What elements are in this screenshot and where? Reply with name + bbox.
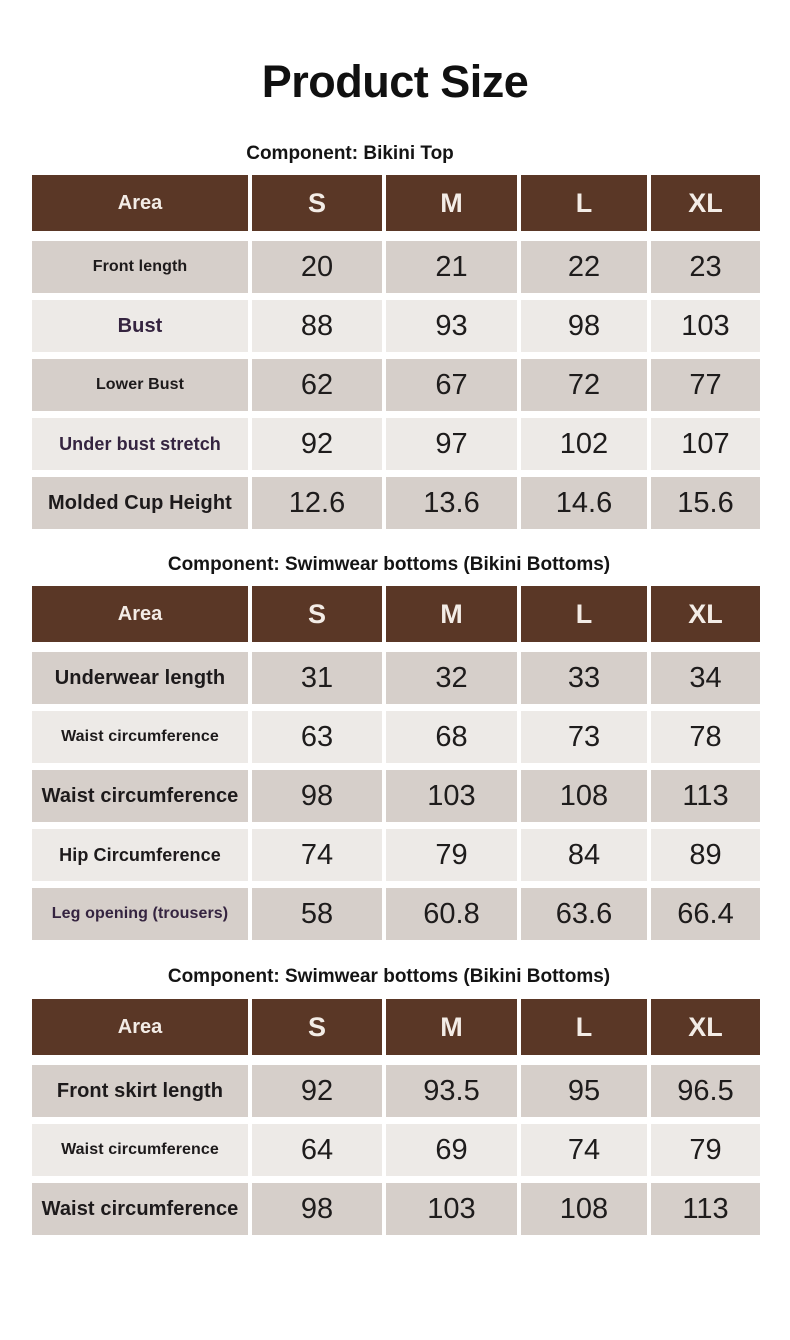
row-value-cell: 32 <box>386 652 517 704</box>
row-value-cell: 79 <box>651 1124 760 1176</box>
row-value-cell: 103 <box>386 1183 517 1235</box>
column-header-size: XL <box>651 586 760 642</box>
row-value-cell: 63 <box>252 711 382 763</box>
row-value-cell: 88 <box>252 300 382 352</box>
row-value-cell: 68 <box>386 711 517 763</box>
row-label-cell: Underwear length <box>32 652 248 704</box>
column-header-size: M <box>386 175 517 231</box>
table-row <box>32 1065 760 1117</box>
row-value-cell: 58 <box>252 888 382 940</box>
row-value-cell: 63.6 <box>521 888 647 940</box>
size-table-swimwear-bottoms-1 <box>32 586 760 940</box>
table-row <box>32 829 760 881</box>
row-value-cell: 34 <box>651 652 760 704</box>
column-header-size: XL <box>651 175 760 231</box>
column-header-size: S <box>252 175 382 231</box>
row-value-cell: 78 <box>651 711 760 763</box>
row-value-cell: 69 <box>386 1124 517 1176</box>
row-value-cell: 31 <box>252 652 382 704</box>
row-value-cell: 33 <box>521 652 647 704</box>
column-header-size: M <box>386 999 517 1055</box>
row-label-cell: Under bust stretch <box>32 418 248 470</box>
row-value-cell: 113 <box>651 770 760 822</box>
row-value-cell: 72 <box>521 359 647 411</box>
row-value-cell: 97 <box>386 418 517 470</box>
row-value-cell: 108 <box>521 770 647 822</box>
row-value-cell: 74 <box>521 1124 647 1176</box>
size-chart-page <box>0 56 790 1340</box>
row-value-cell: 103 <box>386 770 517 822</box>
row-value-cell: 21 <box>386 241 517 293</box>
row-value-cell: 103 <box>651 300 760 352</box>
table-row <box>32 888 760 940</box>
row-label-cell: Front skirt length <box>32 1065 248 1117</box>
row-value-cell: 22 <box>521 241 647 293</box>
row-value-cell: 74 <box>252 829 382 881</box>
row-value-cell: 23 <box>651 241 760 293</box>
row-value-cell: 113 <box>651 1183 760 1235</box>
size-table-swimwear-bottoms-2 <box>32 999 760 1235</box>
row-label-cell: Front length <box>32 241 248 293</box>
row-value-cell: 84 <box>521 829 647 881</box>
table-row <box>32 359 760 411</box>
row-label-cell: Waist circumference <box>32 1183 248 1235</box>
row-value-cell: 14.6 <box>521 477 647 529</box>
row-value-cell: 64 <box>252 1124 382 1176</box>
column-header-size: L <box>521 175 647 231</box>
row-label-cell: Leg opening (trousers) <box>32 888 248 940</box>
table-row <box>32 711 760 763</box>
row-value-cell: 95 <box>521 1065 647 1117</box>
row-label-cell: Waist circumference <box>32 770 248 822</box>
column-header-size: L <box>521 999 647 1055</box>
column-header-area: Area <box>32 175 248 231</box>
row-value-cell: 107 <box>651 418 760 470</box>
table-row <box>32 652 760 704</box>
row-label-cell: Lower Bust <box>32 359 248 411</box>
row-value-cell: 12.6 <box>252 477 382 529</box>
row-value-cell: 96.5 <box>651 1065 760 1117</box>
row-value-cell: 98 <box>252 770 382 822</box>
row-value-cell: 66.4 <box>651 888 760 940</box>
table-header-row <box>32 999 760 1055</box>
column-header-area: Area <box>32 586 248 642</box>
row-value-cell: 93 <box>386 300 517 352</box>
table-row <box>32 477 760 529</box>
row-label-cell: Waist circumference <box>32 1124 248 1176</box>
component-subtitle: Component: Bikini Top <box>246 143 454 164</box>
row-value-cell: 93.5 <box>386 1065 517 1117</box>
row-value-cell: 13.6 <box>386 477 517 529</box>
row-value-cell: 98 <box>252 1183 382 1235</box>
component-subtitle: Component: Swimwear bottoms (Bikini Bottoms) <box>167 966 611 987</box>
row-label-cell: Bust <box>32 300 248 352</box>
column-header-size: S <box>252 586 382 642</box>
size-table-bikini-top <box>32 175 760 529</box>
row-value-cell: 108 <box>521 1183 647 1235</box>
row-label-cell: Molded Cup Height <box>32 477 248 529</box>
row-value-cell: 102 <box>521 418 647 470</box>
table-row <box>32 1183 760 1235</box>
row-value-cell: 73 <box>521 711 647 763</box>
table-row <box>32 241 760 293</box>
column-header-size: S <box>252 999 382 1055</box>
page-title: Product Size <box>261 56 529 107</box>
row-value-cell: 20 <box>252 241 382 293</box>
row-label-cell: Waist circumference <box>32 711 248 763</box>
column-header-size: M <box>386 586 517 642</box>
row-value-cell: 92 <box>252 418 382 470</box>
row-value-cell: 60.8 <box>386 888 517 940</box>
column-header-size: L <box>521 586 647 642</box>
table-row <box>32 418 760 470</box>
section-swimwear-bottoms-2 <box>0 965 790 1235</box>
row-value-cell: 67 <box>386 359 517 411</box>
row-value-cell: 92 <box>252 1065 382 1117</box>
row-value-cell: 15.6 <box>651 477 760 529</box>
row-label-cell: Hip Circumference <box>32 829 248 881</box>
component-subtitle: Component: Swimwear bottoms (Bikini Bottoms) <box>167 554 611 575</box>
row-value-cell: 98 <box>521 300 647 352</box>
table-row <box>32 770 760 822</box>
section-bikini-top <box>0 142 790 529</box>
column-header-area: Area <box>32 999 248 1055</box>
table-row <box>32 300 760 352</box>
row-value-cell: 79 <box>386 829 517 881</box>
section-swimwear-bottoms-1 <box>0 553 790 940</box>
column-header-size: XL <box>651 999 760 1055</box>
table-header-row <box>32 175 760 231</box>
row-value-cell: 77 <box>651 359 760 411</box>
row-value-cell: 62 <box>252 359 382 411</box>
table-row <box>32 1124 760 1176</box>
row-value-cell: 89 <box>651 829 760 881</box>
table-header-row <box>32 586 760 642</box>
